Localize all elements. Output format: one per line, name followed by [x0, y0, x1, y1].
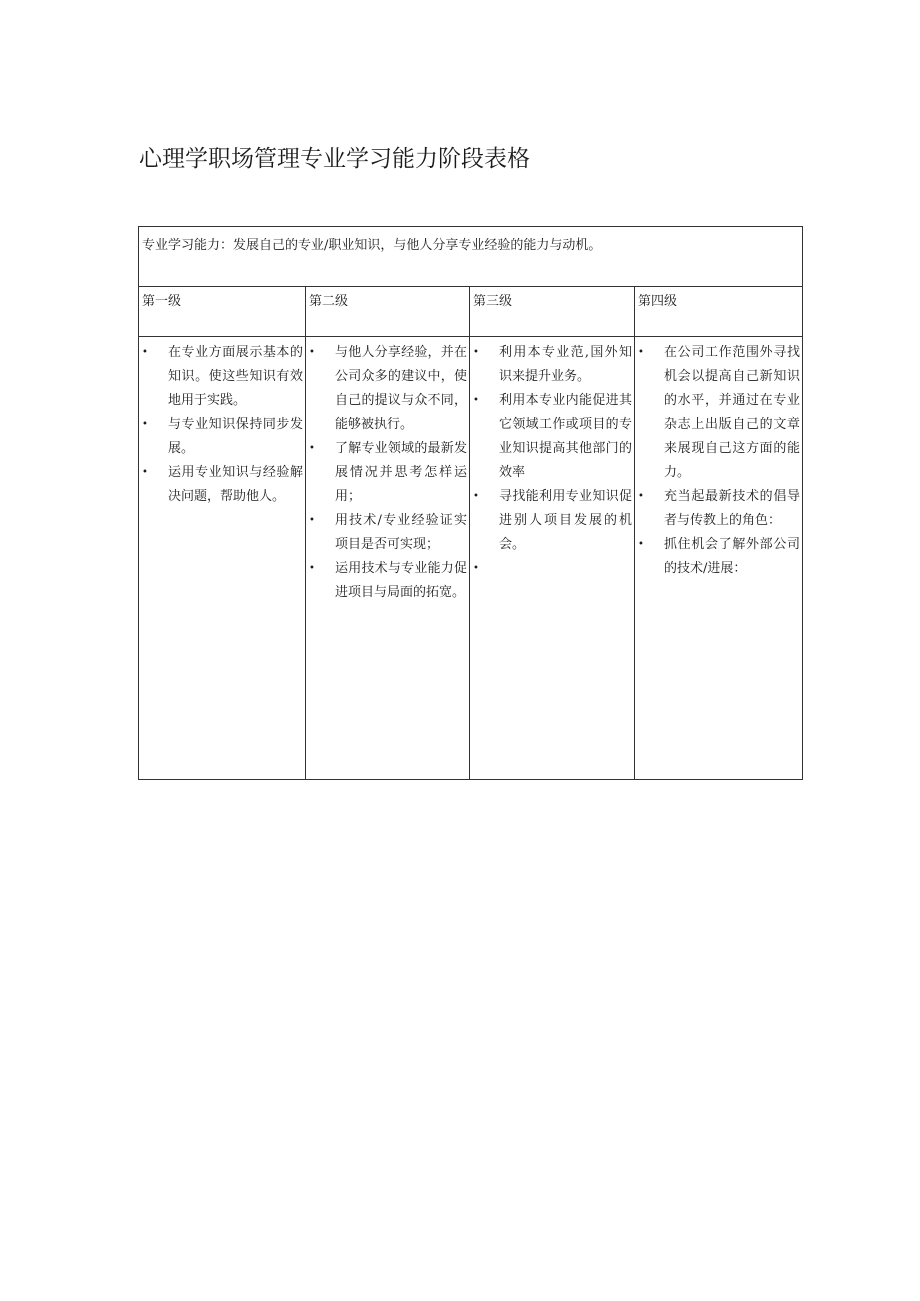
list-item: • 利用本专业内能促进其它领域工作或项目的专业知识提高其他部门的效率	[473, 389, 632, 485]
bullet-icon: •	[142, 467, 148, 478]
ability-level-table	[138, 226, 803, 780]
definition-row	[139, 227, 803, 287]
bullet-icon: •	[638, 347, 644, 358]
list-item: • 利用本专业范,国外知识来提升业务。	[473, 341, 632, 389]
bullet-icon: •	[473, 563, 479, 574]
level-3-list	[473, 341, 632, 581]
level-content-row	[139, 337, 803, 780]
bullet-icon: •	[309, 443, 315, 454]
level-4-header: 第四级	[635, 287, 803, 337]
level-header-row	[139, 287, 803, 337]
list-item: • 运用技术与专业能力促进项目与局面的拓宽。	[309, 557, 467, 605]
list-item: • 抓住机会了解外部公司的技术/进展：	[638, 533, 800, 581]
level-4-content	[635, 337, 803, 780]
bullet-icon: •	[473, 491, 479, 502]
list-item: • 与他人分享经验，并在公司众多的建议中，使自己的提议与众不同，能够被执行。	[309, 341, 467, 437]
level-3-content	[470, 337, 635, 780]
bullet-icon: •	[309, 563, 315, 574]
level-3-header: 第三级	[470, 287, 635, 337]
list-item-empty	[473, 557, 632, 581]
list-item: • 充当起最新技术的倡导者与传教上的角色：	[638, 485, 800, 533]
page-title: 心理学职场管理专业学习能力阶段表格	[139, 146, 530, 172]
bullet-icon: •	[142, 347, 148, 358]
level-1-list	[142, 341, 303, 509]
bullet-icon: •	[473, 395, 479, 406]
level-2-header: 第二级	[306, 287, 470, 337]
level-2-list	[309, 341, 467, 605]
bullet-icon: •	[473, 347, 479, 358]
list-item: • 与专业知识保持同步发展。	[142, 413, 303, 461]
level-1-content	[139, 337, 306, 780]
bullet-icon: •	[309, 347, 315, 358]
list-item: • 了解专业领域的最新发展情况并思考怎样运用；	[309, 437, 467, 509]
bullet-icon: •	[309, 515, 315, 526]
bullet-icon: •	[638, 539, 644, 550]
list-item: • 寻找能利用专业知识促进别人项目发展的机会。	[473, 485, 632, 557]
list-item: • 用技术/专业经验证实项目是否可实现；	[309, 509, 467, 557]
definition-cell: 专业学习能力：发展自己的专业/职业知识，与他人分享专业经验的能力与动机。	[139, 227, 803, 287]
list-item: • 运用专业知识与经验解决问题，帮助他人。	[142, 461, 303, 509]
level-1-header: 第一级	[139, 287, 306, 337]
list-item: • 在公司工作范围外寻找机会以提高自己新知识的水平，并通过在专业杂志上出版自己的文章来展现自己这方面的能力。	[638, 341, 800, 485]
list-item: • 在专业方面展示基本的知识。使这些知识有效地用于实践。	[142, 341, 303, 413]
bullet-icon: •	[142, 419, 148, 430]
level-2-content	[306, 337, 470, 780]
bullet-icon: •	[638, 491, 644, 502]
level-4-list	[638, 341, 800, 581]
